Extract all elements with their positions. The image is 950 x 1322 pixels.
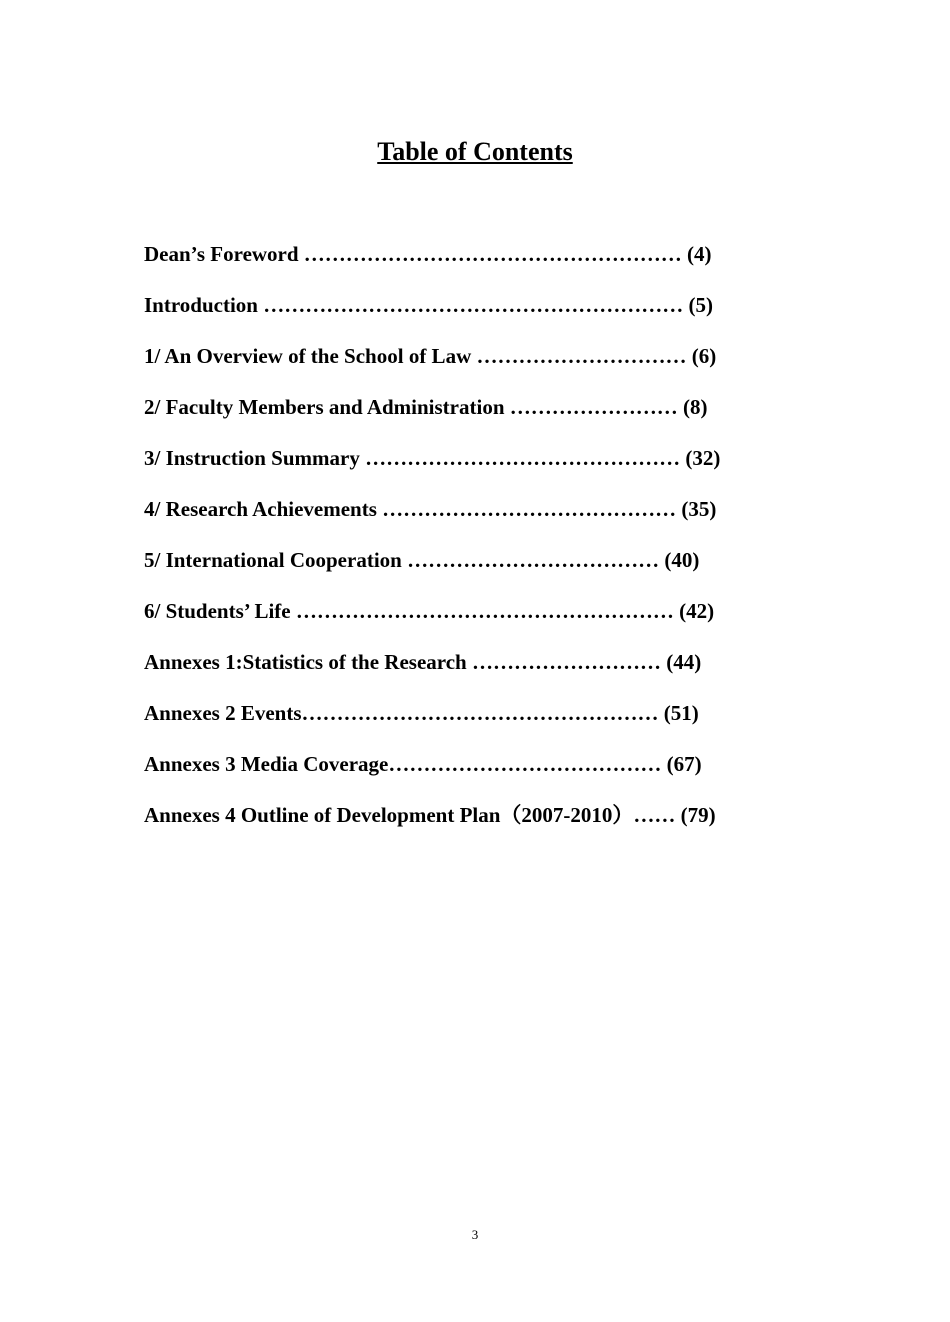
toc-entry-instruction-summary: 3/ Instruction Summary ……………………………………… (32) — [144, 446, 721, 470]
toc-entry-introduction: Introduction …………………………………………………… (5) — [144, 293, 713, 317]
page-number: 3 — [471, 1227, 479, 1242]
toc-entry-research-achievements: 4/ Research Achievements …………………………………… (35) — [144, 497, 717, 521]
toc-entry-deans-foreword: Dean’s Foreword ……………………………………………… (4) — [144, 242, 712, 266]
toc-entry-overview-school-of-law: 1/ An Overview of the School of Law ………………………… (6) — [144, 344, 717, 368]
toc-entry-students-life: 6/ Students’ Life ……………………………………………… (42) — [144, 599, 715, 623]
toc-entry-international-cooperation: 5/ International Cooperation ……………………………… (40) — [144, 548, 700, 572]
page-title: Table of Contents — [377, 137, 573, 166]
toc-entry-annexes-4: Annexes 4 Outline of Development Plan（2007-2010）…… (79) — [144, 803, 716, 827]
toc-entry-annexes-2: Annexes 2 Events…………………………………………… (51) — [144, 701, 699, 725]
toc-entry-annexes-3: Annexes 3 Media Coverage………………………………… (67) — [144, 752, 702, 776]
toc-entry-faculty-administration: 2/ Faculty Members and Administration …………………… (8) — [144, 395, 708, 419]
toc-entry-annexes-1: Annexes 1:Statistics of the Research ……………………… (44) — [144, 650, 702, 674]
table-of-contents — [144, 240, 844, 852]
